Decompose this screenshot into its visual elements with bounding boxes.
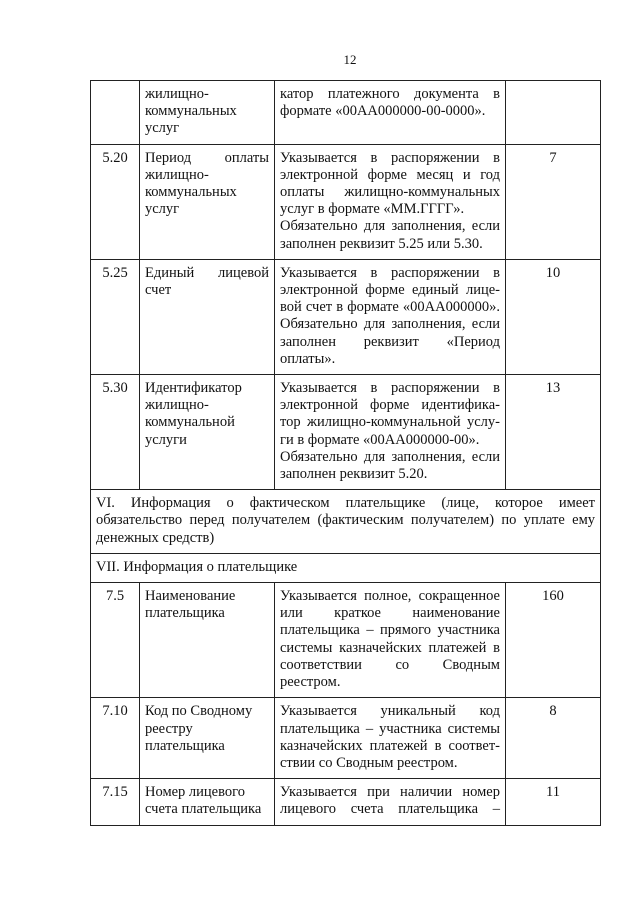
- table-row: [91, 259, 601, 374]
- row-number: 7.5: [91, 583, 140, 698]
- requisite-length: 10: [506, 259, 601, 374]
- text-line: Указывается при наличии номер: [280, 784, 500, 801]
- text-line: обязательство перед получателем (фактическим получателем) по уплате ему: [96, 512, 595, 529]
- requisite-name: [140, 144, 275, 259]
- text-line: жилищно-: [145, 166, 209, 183]
- requisite-length: 13: [506, 375, 601, 490]
- table-row: [91, 583, 601, 698]
- requisite-name: [140, 779, 275, 825]
- text-line: лицевого счета плательщика –: [280, 801, 500, 818]
- section-heading-vii: VII. Информация о плательщике: [91, 553, 601, 582]
- text-line: заполнен реквизит 5.20.: [280, 466, 428, 483]
- requisite-name: [140, 583, 275, 698]
- table-row: [91, 698, 601, 779]
- requisites-table: [90, 80, 601, 826]
- page-number: 12: [343, 52, 357, 67]
- text-line: электронной форме идентифика-: [280, 397, 500, 414]
- requisite-description: [275, 144, 506, 259]
- requisite-description: [275, 81, 506, 145]
- text-line: денежных средств): [96, 529, 215, 546]
- text-line: коммунальных: [145, 184, 237, 201]
- table-row: [91, 779, 601, 825]
- text-line: оплаты».: [280, 350, 336, 367]
- text-line: системы казначейских платежей в: [280, 639, 500, 656]
- text-line: VI. Информация о фактическом плательщике (лице, которое имеет: [96, 495, 595, 512]
- text-line: катор платежного документа в: [280, 86, 500, 102]
- requisite-length: 160: [506, 583, 601, 698]
- text-line: Указывается в распоряжении в: [280, 380, 500, 397]
- text-line: вой счет в формате «00АА000000».: [280, 299, 500, 316]
- text-line: коммунальной: [145, 414, 235, 431]
- text-line: Обязательно для заполнения, если: [280, 218, 500, 235]
- text-line: ствии со Сводным реестром.: [280, 754, 458, 771]
- text-line: Период оплаты: [145, 149, 269, 166]
- text-line: Указывается в распоряжении в: [280, 149, 500, 166]
- requisite-length: 11: [506, 779, 601, 825]
- text-line: услуг: [145, 120, 180, 137]
- text-line: заполнен реквизит «Период: [280, 333, 500, 350]
- text-line: плательщика: [145, 737, 225, 754]
- text-line: реестром.: [280, 674, 341, 691]
- row-number: 7.10: [91, 698, 140, 779]
- requisite-length: [506, 81, 601, 145]
- text-line: счета плательщика: [145, 801, 262, 818]
- row-number: [91, 81, 140, 145]
- text-line: казначейских платежей в соответ-: [280, 737, 500, 754]
- requisite-description: [275, 259, 506, 374]
- text-line: Указывается уникальный код: [280, 703, 500, 720]
- text-line: тор жилищно-коммунальной услу-: [280, 414, 500, 431]
- text-line: Указывается полное, сокращенное: [280, 588, 500, 605]
- text-line: реестру: [145, 720, 193, 737]
- text-line: Идентификатор: [145, 380, 242, 397]
- text-line: соответствии со Сводным: [280, 656, 500, 673]
- row-number: 5.25: [91, 259, 140, 374]
- requisite-name: [140, 259, 275, 374]
- text-line: электронной форме месяц и год: [280, 166, 500, 183]
- requisite-description: [275, 698, 506, 779]
- text-line: Номер лицевого: [145, 784, 245, 801]
- text-line: ги в формате «00АА000000-00».: [280, 431, 480, 448]
- text-line: Указывается в распоряжении в: [280, 264, 500, 281]
- requisite-description: [275, 779, 506, 825]
- text-line: плательщика – прямого участника: [280, 622, 500, 639]
- requisite-length: 8: [506, 698, 601, 779]
- text-line: или краткое наименование: [280, 605, 500, 622]
- text-line: Код по Сводному: [145, 703, 253, 720]
- text-line: жилищно-: [145, 86, 209, 102]
- text-line: услуги: [145, 431, 187, 448]
- text-line: жилищно-: [145, 397, 209, 414]
- text-line: Единый лицевой: [145, 264, 269, 281]
- text-line: коммунальных: [145, 103, 237, 120]
- text-line: Обязательно для заполнения, если: [280, 448, 500, 465]
- requisite-name: [140, 375, 275, 490]
- requisite-description: [275, 583, 506, 698]
- text-line: Обязательно для заполнения, если: [280, 316, 500, 333]
- text-line: заполнен реквизит 5.25 или 5.30.: [280, 235, 483, 252]
- row-number: 5.30: [91, 375, 140, 490]
- section-row: [91, 490, 601, 554]
- row-number: 7.15: [91, 779, 140, 825]
- text-line: электронной форме единый лице-: [280, 282, 500, 299]
- row-number: 5.20: [91, 144, 140, 259]
- text-line: счет: [145, 282, 172, 299]
- requisite-name: [140, 698, 275, 779]
- text-line: услуг: [145, 201, 180, 218]
- text-line: плательщика – участника системы: [280, 720, 500, 737]
- requisite-length: 7: [506, 144, 601, 259]
- requisite-name: [140, 81, 275, 145]
- table-row: [91, 144, 601, 259]
- text-line: оплаты жилищно-коммунальных: [280, 184, 500, 201]
- text-line: Наименование: [145, 588, 236, 605]
- table-row: [91, 81, 601, 145]
- text-line: формате «00АА000000-00-0000».: [280, 103, 486, 120]
- text-line: услуг в формате «ММ.ГГГГ».: [280, 201, 465, 218]
- table-row: [91, 375, 601, 490]
- text-line: плательщика: [145, 605, 225, 622]
- section-heading-vi: [91, 490, 601, 554]
- section-row: [91, 553, 601, 582]
- requisite-description: [275, 375, 506, 490]
